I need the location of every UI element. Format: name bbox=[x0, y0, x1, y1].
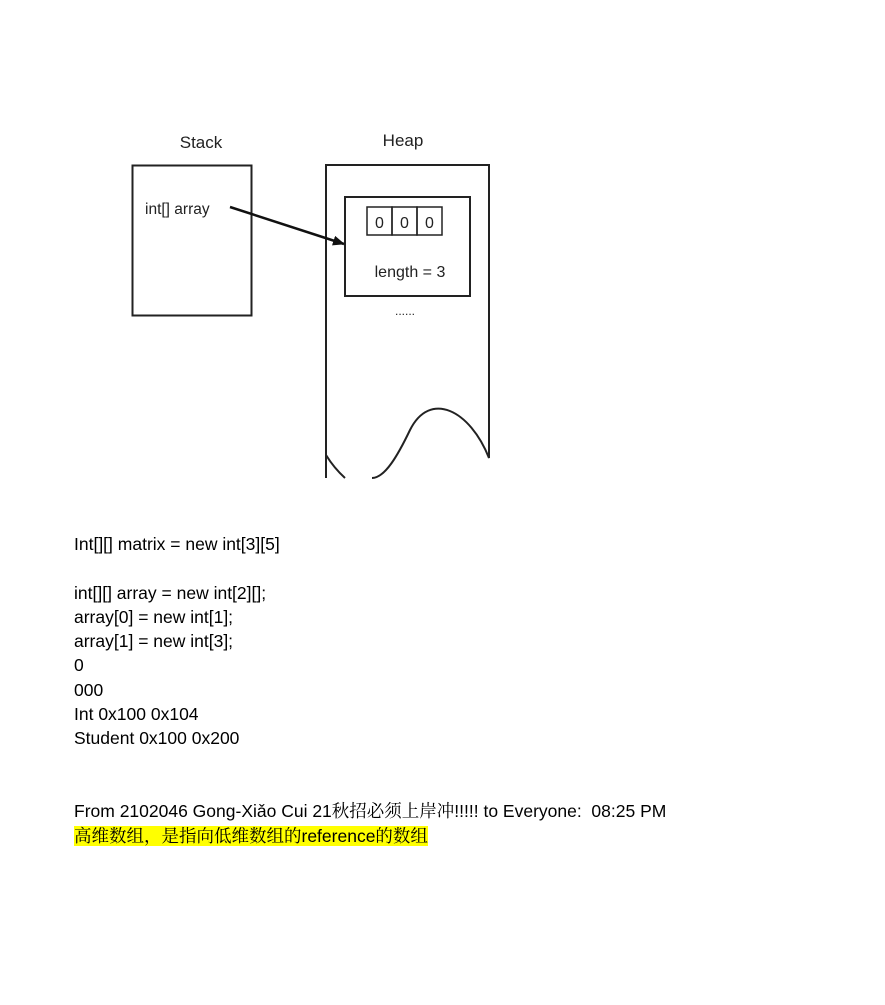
array-object-box bbox=[345, 197, 470, 296]
text-line: Int 0x100 0x104 bbox=[74, 704, 199, 725]
text-line: 000 bbox=[74, 679, 104, 700]
stack-box bbox=[133, 166, 252, 316]
array-cell-0-value: 0 bbox=[375, 215, 384, 232]
stack-variable-label: int[] array bbox=[145, 201, 210, 218]
chat-message-header: From 2102046 Gong-Xiǎo Cui 21秋招必须上岸冲!!!!! to Everyone: 08:25 PM bbox=[74, 801, 667, 822]
heap-label: Heap bbox=[382, 131, 424, 150]
heap-left-edge bbox=[326, 455, 345, 478]
text-line: int[][] array = new int[2][]; bbox=[74, 582, 267, 603]
heap-ellipsis: ...... bbox=[394, 304, 416, 318]
text-line bbox=[74, 775, 854, 799]
text-line bbox=[74, 556, 854, 580]
stack-label: Stack bbox=[179, 133, 223, 152]
text-line: Int[][] matrix = new int[3][5] bbox=[74, 534, 280, 554]
text-line bbox=[74, 751, 854, 775]
text-line: array[0] = new int[1]; bbox=[74, 606, 234, 627]
heap-region bbox=[326, 165, 489, 478]
text-line: Student 0x100 0x200 bbox=[74, 728, 240, 749]
document-body bbox=[74, 532, 854, 848]
array-cell-2-value: 0 bbox=[425, 215, 434, 232]
text-line: 0 bbox=[74, 655, 84, 676]
array-cell-1-value: 0 bbox=[400, 215, 409, 232]
chat-message-body bbox=[74, 824, 854, 848]
text-line: array[1] = new int[3]; bbox=[74, 631, 234, 652]
highlighted-text: 高维数组，是指向低维数组的reference的数组 bbox=[74, 825, 428, 846]
stack-heap-diagram bbox=[0, 0, 885, 500]
array-length-label: length = 3 bbox=[374, 264, 446, 281]
